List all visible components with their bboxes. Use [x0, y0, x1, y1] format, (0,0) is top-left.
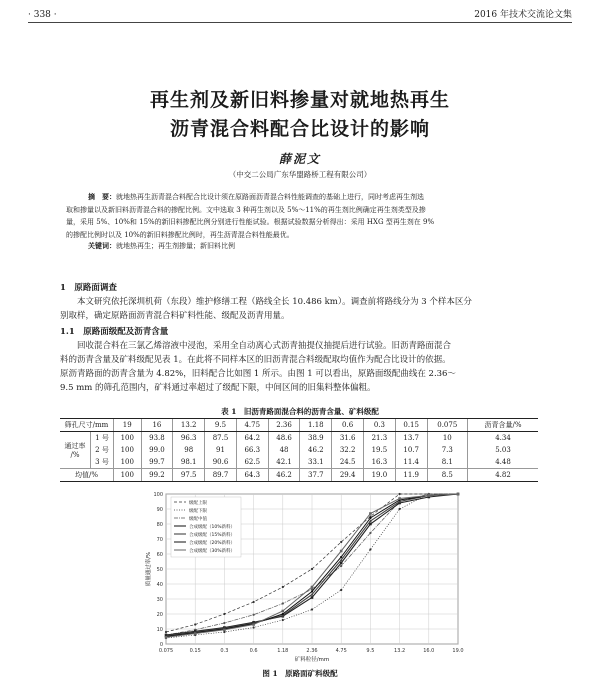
section-1-1-heading: 1.1 原路面级配及沥青含量 [60, 327, 169, 337]
y-tick-label: 30 [156, 597, 163, 603]
y-tick-label: 10 [156, 627, 163, 633]
table-cell: 4.34 [468, 432, 539, 445]
table-cell: 38.9 [300, 432, 332, 445]
abstract [66, 191, 530, 241]
table-cell: 87.5 [205, 432, 237, 445]
x-tick-label: 0.15 [189, 648, 201, 654]
x-tick-label: 1.18 [277, 648, 289, 654]
section-1-1-body [60, 339, 544, 395]
table-cell: 31.6 [332, 432, 364, 445]
series-point [282, 613, 284, 615]
keywords [88, 241, 530, 251]
table-cell: 11.4 [395, 456, 427, 469]
table-cell: 24.5 [332, 456, 364, 469]
x-tick-label: 0.075 [158, 648, 174, 654]
series-point [282, 610, 285, 613]
table-cell: 11.9 [395, 469, 427, 482]
series-point [311, 586, 314, 589]
table-1-header-cell: 13.2 [173, 419, 205, 432]
x-tick-label: 19.0 [452, 648, 464, 654]
series-point [369, 548, 371, 550]
table-cell: 10.7 [395, 444, 427, 456]
x-axis-label: 矿料粒径/mm [294, 657, 330, 662]
x-tick-label: 16.0 [423, 648, 435, 654]
series-point [399, 493, 401, 495]
series-point [194, 632, 197, 635]
table-cell: 90.6 [205, 456, 237, 469]
legend-entry: 合成级配（10%新料） [189, 524, 236, 530]
y-tick-label: 20 [156, 612, 163, 618]
series-point [369, 517, 371, 519]
series-point [340, 541, 342, 543]
page-number: · 338 · [28, 10, 57, 20]
page-header [28, 6, 572, 23]
table-cell: 66.3 [236, 444, 268, 456]
legend-entry: 级配下限 [189, 508, 207, 514]
abstract-line-3: 量，采用 5%、10%和 15%的新旧料掺配比例分别进行性能试验。根据试验数据分析得出：采用 HXG 型再生剂在 9% [66, 218, 435, 226]
table-cell: 100 [114, 456, 142, 469]
author-affiliation: （中交二公局广东华盟路桥工程有限公司） [228, 170, 372, 179]
series-point [398, 497, 401, 500]
table-1-row-label: 2 号 [91, 444, 114, 456]
table-cell: 99.7 [141, 456, 173, 469]
table-cell: 5.03 [468, 444, 539, 456]
legend-entry: 级配上限 [189, 500, 207, 506]
x-tick-label: 9.5 [366, 648, 375, 654]
table-cell: 42.1 [268, 456, 300, 469]
section-1-body [60, 295, 544, 323]
section-1-line-1: 本文研究依托深圳机荷（东段）维护修缮工程（路线全长 10.486 km）。调查前将路线分为 3 个样本区分 [77, 297, 472, 307]
table-cell: 98 [173, 444, 205, 456]
table-1-header-cell: 2.36 [268, 419, 300, 432]
series-point [457, 493, 460, 496]
series-point [165, 636, 168, 639]
author-name: 薛泥文 [278, 152, 321, 166]
table-cell: 64.3 [236, 469, 268, 482]
series-point [311, 596, 314, 599]
x-tick-label: 13.2 [394, 648, 406, 654]
table-cell: 46.2 [300, 444, 332, 456]
table-1-header-row [60, 419, 538, 432]
table-row-average [60, 469, 538, 482]
table-cell: 91 [205, 444, 237, 456]
table-1-header-cell: 4.75 [236, 419, 268, 432]
series-point [311, 590, 313, 592]
table-1-header-sieve: 筛孔尺寸/mm [60, 419, 114, 432]
table-1-header-cell: 0.6 [332, 419, 364, 432]
keywords-label: 关键词： [88, 241, 116, 250]
table-1-avg-label: 均值/% [60, 469, 114, 482]
table-1-header-cell: 19 [114, 419, 142, 432]
legend-entry: 合成级配（15%新料） [189, 532, 236, 538]
table-cell: 8.5 [427, 469, 467, 482]
table-1-group-label: 通过率 /% [60, 432, 91, 469]
legend-entry: 合成级配（20%新料） [189, 540, 236, 546]
title-line-1: 再生剂及新旧料掺量对就地热再生 [149, 89, 450, 111]
section-1-heading: 1 原路面调查 [60, 283, 117, 293]
table-cell: 8.1 [427, 456, 467, 469]
series-point [253, 601, 255, 603]
table-cell: 32.2 [332, 444, 364, 456]
series-point [223, 613, 225, 615]
y-tick-label: 100 [153, 492, 163, 498]
series-point [194, 623, 196, 625]
x-tick-label: 2.36 [306, 648, 318, 654]
series-point [282, 602, 284, 604]
series-point [340, 589, 342, 591]
table-cell: 10 [427, 432, 467, 445]
legend-entry: 级配中值 [189, 516, 207, 522]
table-cell: 7.3 [427, 444, 467, 456]
table-cell: 100 [114, 444, 142, 456]
section-1-1-line-4: 9.5 mm 的筛孔范围内，矿料通过率超过了级配下限，中间区间的旧集料整体偏粗。 [60, 383, 376, 393]
series-point [340, 556, 342, 558]
table-1-header-cell: 16 [141, 419, 173, 432]
table-1-header-cell: 0.075 [427, 419, 467, 432]
series-point [282, 586, 284, 588]
series-point [369, 532, 371, 534]
abstract-line-2: 取和掺量以及新旧料沥青混合料的掺配比例。文中选取 3 种再生剂以及 5%～11%的再生剂比例确定再生剂类型及掺 [66, 205, 426, 214]
table-cell: 19.5 [364, 444, 396, 456]
table-cell: 4.82 [468, 469, 539, 482]
y-tick-label: 70 [156, 537, 163, 543]
figure-1-caption: 图 1 原路面矿料级配 [262, 669, 338, 678]
table-cell: 37.7 [300, 469, 332, 482]
table-cell: 99.2 [141, 469, 173, 482]
table-row [60, 432, 538, 445]
series-point [340, 550, 343, 553]
table-1 [60, 418, 538, 482]
abstract-line-4: 的掺配比例时以及 10%的新旧料掺配比例时，再生沥青混合料性能最优。 [66, 230, 294, 239]
y-tick-label: 0 [159, 642, 163, 648]
x-tick-label: 4.75 [335, 648, 347, 654]
y-tick-label: 50 [156, 567, 163, 573]
series-point [311, 568, 313, 570]
section-1-line-2: 别取样，确定原路面沥青混合料矿料性能、级配及沥青用量。 [60, 311, 290, 321]
abstract-line-1: 摘 要：就地热再生沥青混合料配合比设计须在原路面沥青混合料性能调查的基础上进行，同时考虑再生剂选 [88, 192, 424, 201]
table-cell: 48.6 [268, 432, 300, 445]
y-tick-label: 40 [156, 582, 163, 588]
series-point [223, 622, 225, 624]
series-point [223, 628, 226, 631]
table-cell: 13.7 [395, 432, 427, 445]
table-cell: 19.0 [364, 469, 396, 482]
table-1-row-label: 1 号 [91, 432, 114, 445]
abstract-label: 摘 要： [88, 192, 116, 201]
section-1-1-line-2: 料的沥青含量及矿料级配见表 1。在此将不同样本区的旧沥青混合料级配取均值作为配合比设计的依据。 [60, 355, 451, 365]
table-cell: 29.4 [332, 469, 364, 482]
table-1-row-label: 3 号 [91, 456, 114, 469]
series-point [340, 562, 343, 565]
table-cell: 33.1 [300, 456, 332, 469]
table-cell: 16.3 [364, 456, 396, 469]
gradation-chart [138, 490, 468, 662]
table-cell: 48 [268, 444, 300, 456]
y-tick-label: 60 [156, 552, 163, 558]
y-axis-label: 质量通过率/% [146, 551, 152, 587]
table-cell: 21.3 [364, 432, 396, 445]
series-point [311, 608, 313, 610]
series-point [165, 631, 167, 633]
x-tick-label: 0.6 [249, 648, 258, 654]
legend-entry: 合成级配（30%新料） [189, 548, 236, 554]
section-1-1-line-1: 回收混合料在三氯乙烯溶液中浸泡，采用全自动离心式沥青抽提仪抽提后进行试验。旧沥青路面混合 [77, 341, 452, 351]
series-point [428, 494, 431, 497]
series-point [252, 623, 255, 626]
table-1-header-cell: 0.3 [364, 419, 396, 432]
series-point [223, 631, 225, 633]
x-tick-label: 0.3 [220, 648, 229, 654]
table-1-header-cell: 1.18 [300, 419, 332, 432]
table-cell: 100 [114, 432, 142, 445]
title-line-2: 沥青混合料配合比设计的影响 [169, 118, 430, 140]
table-cell: 4.48 [468, 456, 539, 469]
table-cell: 98.1 [173, 456, 205, 469]
table-row [60, 444, 538, 456]
table-1-caption: 表 1 旧沥青路面混合料的沥青含量、矿料级配 [221, 407, 379, 416]
series-point [282, 619, 284, 621]
table-cell: 100 [114, 469, 142, 482]
table-cell: 64.2 [236, 432, 268, 445]
table-1-header-cell: 9.5 [205, 419, 237, 432]
series-point [340, 565, 342, 567]
table-cell: 93.8 [141, 432, 173, 445]
series-point [253, 614, 255, 616]
table-cell: 96.3 [173, 432, 205, 445]
table-cell: 89.7 [205, 469, 237, 482]
y-tick-label: 90 [156, 507, 163, 513]
table-row [60, 456, 538, 469]
y-tick-label: 80 [156, 522, 163, 528]
table-cell: 46.2 [268, 469, 300, 482]
table-cell: 97.5 [173, 469, 205, 482]
journal-name: 2016 年技术交流论文集 [474, 10, 572, 20]
table-1-header-asphalt: 沥青含量/% [468, 419, 539, 432]
table-cell: 99.0 [141, 444, 173, 456]
table-cell: 62.5 [236, 456, 268, 469]
series-point [253, 626, 255, 628]
section-1-1-line-3: 原沥青路面的沥青含量为 4.82%，旧料配合比如图 1 所示。由图 1 可以看出，原路面级配曲线在 2.36～ [60, 369, 456, 379]
table-1-header-cell: 0.15 [395, 419, 427, 432]
keywords-text: 就地热再生；再生剂掺量；新旧料比例 [116, 242, 235, 250]
series-point [369, 512, 372, 515]
series-point [399, 508, 401, 510]
